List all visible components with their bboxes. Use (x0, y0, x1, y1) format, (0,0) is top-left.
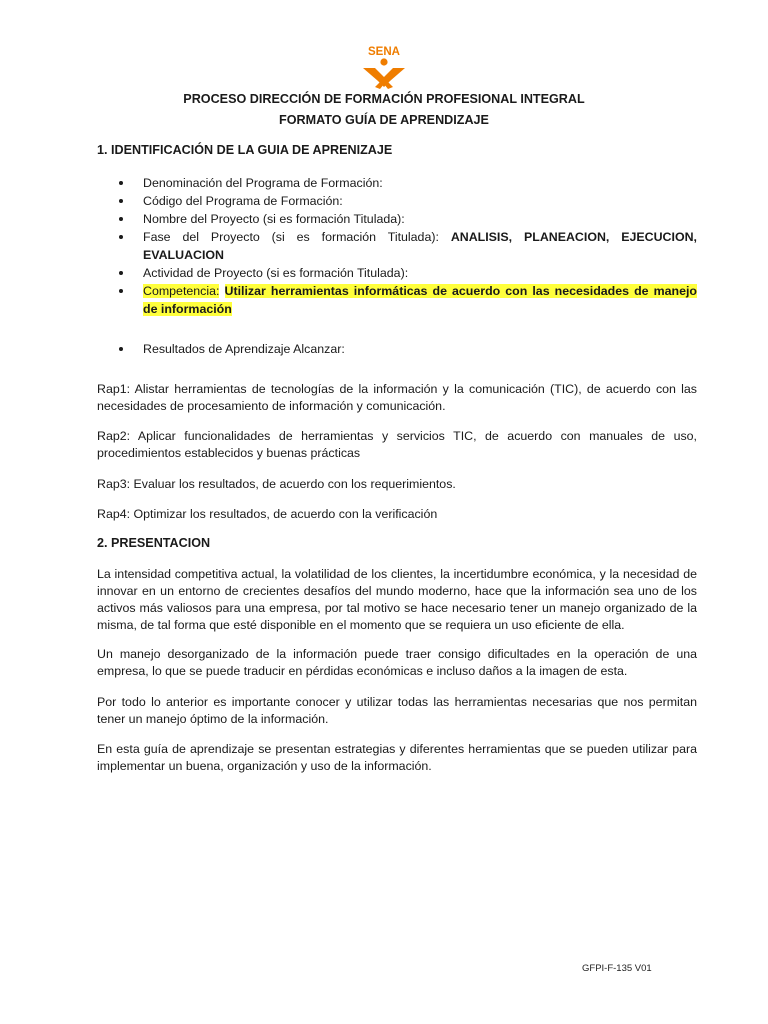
rap-paragraph: Rap3: Evaluar los resultados, de acuerdo con los requerimientos. (97, 477, 456, 491)
section-heading-presentacion: 2. PRESENTACION (97, 536, 211, 550)
list-item (97, 340, 697, 358)
body-paragraph: Por todo lo anterior es importante conocer y utilizar todas las herramientas necesarias que nos permitan tener un manejo óptimo de la información. (97, 695, 697, 726)
item-label: Fase del Proyecto (si es formación Titulada): (143, 230, 439, 244)
identification-list (97, 174, 697, 358)
item-label-highlighted: Competencia: (143, 284, 220, 298)
list-item (97, 192, 697, 210)
item-label: Resultados de Aprendizaje Alcanzar: (143, 342, 345, 356)
footer-form-code: GFPI-F-135 V01 (582, 963, 652, 974)
body-paragraph: La intensidad competitiva actual, la volatilidad de los clientes, la incertidumbre económica, y la necesidad de innovar en un entorno de crecientes desafíos del mundo moderno, hace que la información sea uno de los activos más valiosos para una empresa, por tal motivo se hace necesario tener un manejo organizado de la misma, de tal forma que esté disponible en el momento que se requiera un uso eficiente de ella. (97, 567, 697, 632)
sena-logo-icon (355, 43, 413, 91)
list-item (97, 282, 697, 318)
item-value-highlighted: Utilizar herramientas informáticas de acuerdo con las necesidades de manejo de información (143, 284, 697, 316)
list-item (97, 264, 697, 282)
item-label: Nombre del Proyecto (si es formación Titulada): (143, 212, 405, 226)
sena-logo-graphic (355, 43, 413, 91)
rap-paragraph: Rap2: Aplicar funcionalidades de herramientas y servicios TIC, de acuerdo con manuales de uso, procedimientos establecidos y buenas prácticas (97, 429, 697, 460)
list-item (97, 228, 697, 264)
list-item (97, 174, 697, 192)
item-label: Denominación del Programa de Formación: (143, 176, 383, 190)
rap-paragraph: Rap1: Alistar herramientas de tecnologías de la información y la comunicación (TIC), de acuerdo con las necesidades de procesamiento de información y comunicación. (97, 382, 697, 413)
logo-text: SENA (368, 46, 400, 58)
body-paragraph: En esta guía de aprendizaje se presentan estrategias y diferentes herramientas que se pueden utilizar para implementar un buena, organización y uso de la información. (97, 742, 697, 773)
body-paragraph: Un manejo desorganizado de la información puede traer consigo dificultades en la operación de una empresa, lo que se puede traducir en pérdidas económicas e incluso daños a la imagen de esta. (97, 647, 697, 678)
item-value: ANALISIS, PLANEACION, EJECUCION, EVALUACION (143, 230, 697, 262)
item-label: Actividad de Proyecto (si es formación Titulada): (143, 266, 409, 280)
list-item (97, 210, 697, 228)
rap-paragraph: Rap4: Optimizar los resultados, de acuerdo con la verificación (97, 507, 438, 521)
document-title: PROCESO DIRECCIÓN DE FORMACIÓN PROFESIONAL INTEGRAL (183, 92, 585, 106)
item-label: Código del Programa de Formación: (143, 194, 343, 208)
document-subtitle: FORMATO GUÍA DE APRENDIZAJE (279, 113, 489, 127)
section-heading-identificacion: 1. IDENTIFICACIÓN DE LA GUIA DE APRENIZAJE (97, 143, 393, 157)
